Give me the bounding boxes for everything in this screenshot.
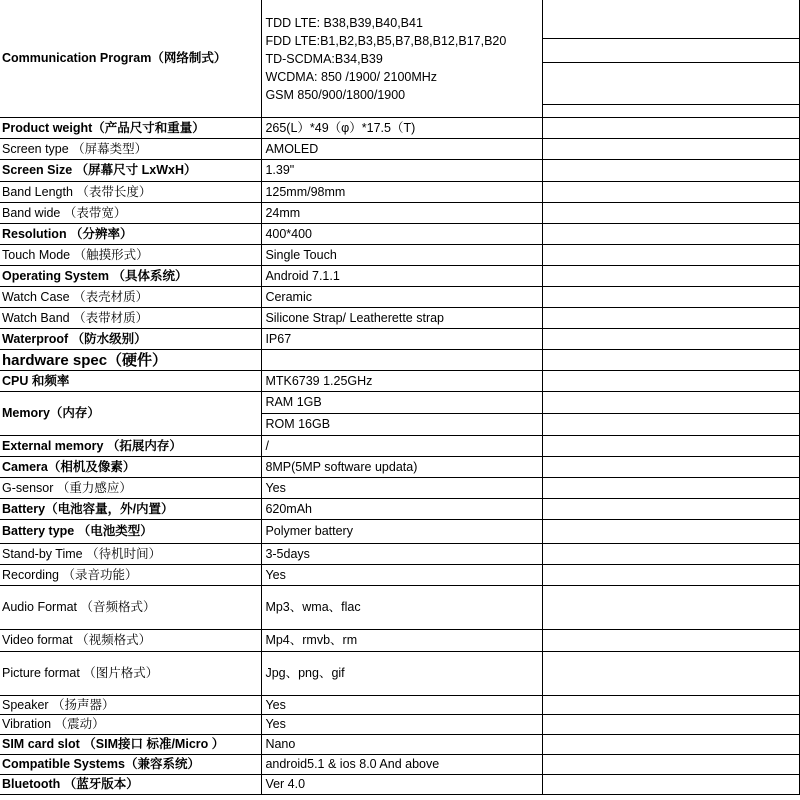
table-row xyxy=(0,520,800,544)
table-row xyxy=(0,118,800,139)
spec-value: Yes xyxy=(262,715,543,735)
extra-cell xyxy=(543,139,800,160)
spec-label: Watch Band （表带材质） xyxy=(0,308,262,329)
table-row xyxy=(0,586,800,630)
section-row xyxy=(0,350,800,371)
extra-cell xyxy=(543,755,800,775)
spec-label: Camera（相机及像素） xyxy=(0,457,262,478)
extra-cell xyxy=(543,308,800,329)
spec-value: MTK6739 1.25GHz xyxy=(262,371,543,392)
spec-label: Audio Format （音频格式） xyxy=(0,586,262,630)
table-row xyxy=(0,287,800,308)
spec-label: Resolution （分辨率） xyxy=(0,224,262,245)
spec-value: 8MP(5MP software updata) xyxy=(262,457,543,478)
spec-value: Yes xyxy=(262,478,543,499)
spec-value-line: FDD LTE:B1,B2,B3,B5,B7,B8,B12,B17,B20 xyxy=(265,34,507,48)
table-row xyxy=(0,630,800,652)
extra-cell xyxy=(543,499,800,520)
table-row xyxy=(0,735,800,755)
table-row xyxy=(0,436,800,457)
spec-value xyxy=(262,0,543,118)
extra-cell xyxy=(543,118,800,139)
extra-cell xyxy=(543,266,800,287)
spec-label: SIM card slot （SIM接口 标准/Micro ） xyxy=(0,735,262,755)
table-row xyxy=(0,139,800,160)
spec-value: Single Touch xyxy=(262,245,543,266)
spec-label: Battery（电池容量，外/内置） xyxy=(0,499,262,520)
table-row xyxy=(0,715,800,735)
spec-value: IP67 xyxy=(262,329,543,350)
extra-cell xyxy=(543,392,800,414)
extra-cell xyxy=(543,652,800,696)
table-row xyxy=(0,775,800,795)
extra-cell xyxy=(543,436,800,457)
spec-label: Picture format （图片格式） xyxy=(0,652,262,696)
spec-value: / xyxy=(262,436,543,457)
table-row xyxy=(0,457,800,478)
extra-cell xyxy=(543,182,800,203)
spec-label: Communication Program（网络制式） xyxy=(0,0,262,118)
extra-cell xyxy=(543,630,800,652)
spec-value: 125mm/98mm xyxy=(262,182,543,203)
table-row xyxy=(0,478,800,499)
spec-value: 400*400 xyxy=(262,224,543,245)
spec-value: Nano xyxy=(262,735,543,755)
extra-cell xyxy=(543,586,800,630)
spec-label: Screen Size （屏幕尺寸 LxWxH） xyxy=(0,160,262,182)
extra-cell xyxy=(543,520,800,544)
table-row xyxy=(0,544,800,565)
spec-value: Silicone Strap/ Leatherette strap xyxy=(262,308,543,329)
spec-value: Jpg、png、gif xyxy=(262,652,543,696)
extra-divider xyxy=(543,62,799,63)
table-row xyxy=(0,182,800,203)
spec-label: CPU 和频率 xyxy=(0,371,262,392)
extra-cell xyxy=(543,775,800,795)
extra-cell xyxy=(543,350,800,371)
spec-label: Watch Case （表壳材质） xyxy=(0,287,262,308)
spec-label: Battery type （电池类型） xyxy=(0,520,262,544)
spec-value-line: WCDMA: 850 /1900/ 2100MHz xyxy=(265,70,438,84)
extra-cell xyxy=(543,715,800,735)
spec-value-line: TDD LTE: B38,B39,B40,B41 xyxy=(265,16,423,30)
spec-value: Yes xyxy=(262,565,543,586)
table-row xyxy=(0,245,800,266)
spec-value: 24mm xyxy=(262,203,543,224)
spec-value: Mp3、wma、flac xyxy=(262,586,543,630)
spec-value: 620mAh xyxy=(262,499,543,520)
section-heading: hardware spec（硬件） xyxy=(0,350,262,371)
table-row xyxy=(0,371,800,392)
spec-value: Ver 4.0 xyxy=(262,775,543,795)
extra-cell xyxy=(543,0,800,118)
spec-value-line: GSM 850/900/1800/1900 xyxy=(265,88,406,102)
spec-value: Mp4、rmvb、rm xyxy=(262,630,543,652)
table-row xyxy=(0,203,800,224)
extra-subdivisions xyxy=(543,0,799,117)
spec-value: AMOLED xyxy=(262,139,543,160)
spec-label: Recording （录音功能） xyxy=(0,565,262,586)
table-row xyxy=(0,499,800,520)
table-row xyxy=(0,652,800,696)
table-row xyxy=(0,392,800,414)
spec-value: Android 7.1.1 xyxy=(262,266,543,287)
extra-cell xyxy=(543,224,800,245)
table-row xyxy=(0,160,800,182)
section-value-blank xyxy=(262,350,543,371)
extra-cell xyxy=(543,414,800,436)
extra-cell xyxy=(543,544,800,565)
spec-label: Vibration （震动） xyxy=(0,715,262,735)
spec-label: Speaker （扬声器） xyxy=(0,696,262,715)
extra-cell xyxy=(543,457,800,478)
table-row xyxy=(0,565,800,586)
extra-cell xyxy=(543,371,800,392)
spec-label: Operating System （具体系统） xyxy=(0,266,262,287)
spec-label: Band Length （表带长度） xyxy=(0,182,262,203)
spec-label: Touch Mode （触摸形式） xyxy=(0,245,262,266)
spec-value: 265(L）*49（φ）*17.5（T) xyxy=(262,118,543,139)
spec-label: Memory（内存） xyxy=(0,392,262,436)
extra-cell xyxy=(543,696,800,715)
spec-value: Ceramic xyxy=(262,287,543,308)
extra-cell xyxy=(543,735,800,755)
table-row xyxy=(0,224,800,245)
spec-value: 1.39" xyxy=(262,160,543,182)
spec-label: Bluetooth （蓝牙版本） xyxy=(0,775,262,795)
spec-value: 3-5days xyxy=(262,544,543,565)
spec-label: Stand-by Time （待机时间） xyxy=(0,544,262,565)
spec-value: Yes xyxy=(262,696,543,715)
table-row xyxy=(0,0,800,118)
table-row xyxy=(0,308,800,329)
spec-label: External memory （拓展内存） xyxy=(0,436,262,457)
spec-value: RAM 1GB xyxy=(262,392,543,414)
extra-cell xyxy=(543,160,800,182)
table-row xyxy=(0,696,800,715)
spec-label: Compatible Systems（兼容系统） xyxy=(0,755,262,775)
extra-cell xyxy=(543,245,800,266)
spec-label: G-sensor （重力感应） xyxy=(0,478,262,499)
spec-value: ROM 16GB xyxy=(262,414,543,436)
spec-value: Polymer battery xyxy=(262,520,543,544)
table-row xyxy=(0,266,800,287)
extra-divider xyxy=(543,104,799,105)
extra-cell xyxy=(543,287,800,308)
extra-cell xyxy=(543,329,800,350)
spec-label: Video format （视频格式） xyxy=(0,630,262,652)
spec-label: Screen type （屏幕类型） xyxy=(0,139,262,160)
table-row xyxy=(0,755,800,775)
spec-value-line: TD-SCDMA:B34,B39 xyxy=(265,52,383,66)
extra-cell xyxy=(543,478,800,499)
table-row xyxy=(0,329,800,350)
spec-label: Waterproof （防水级别） xyxy=(0,329,262,350)
spec-label: Product weight（产品尺寸和重量） xyxy=(0,118,262,139)
extra-cell xyxy=(543,565,800,586)
extra-cell xyxy=(543,203,800,224)
extra-divider xyxy=(543,38,799,39)
spec-label: Band wide （表带宽） xyxy=(0,203,262,224)
spec-value: android5.1 & ios 8.0 And above xyxy=(262,755,543,775)
